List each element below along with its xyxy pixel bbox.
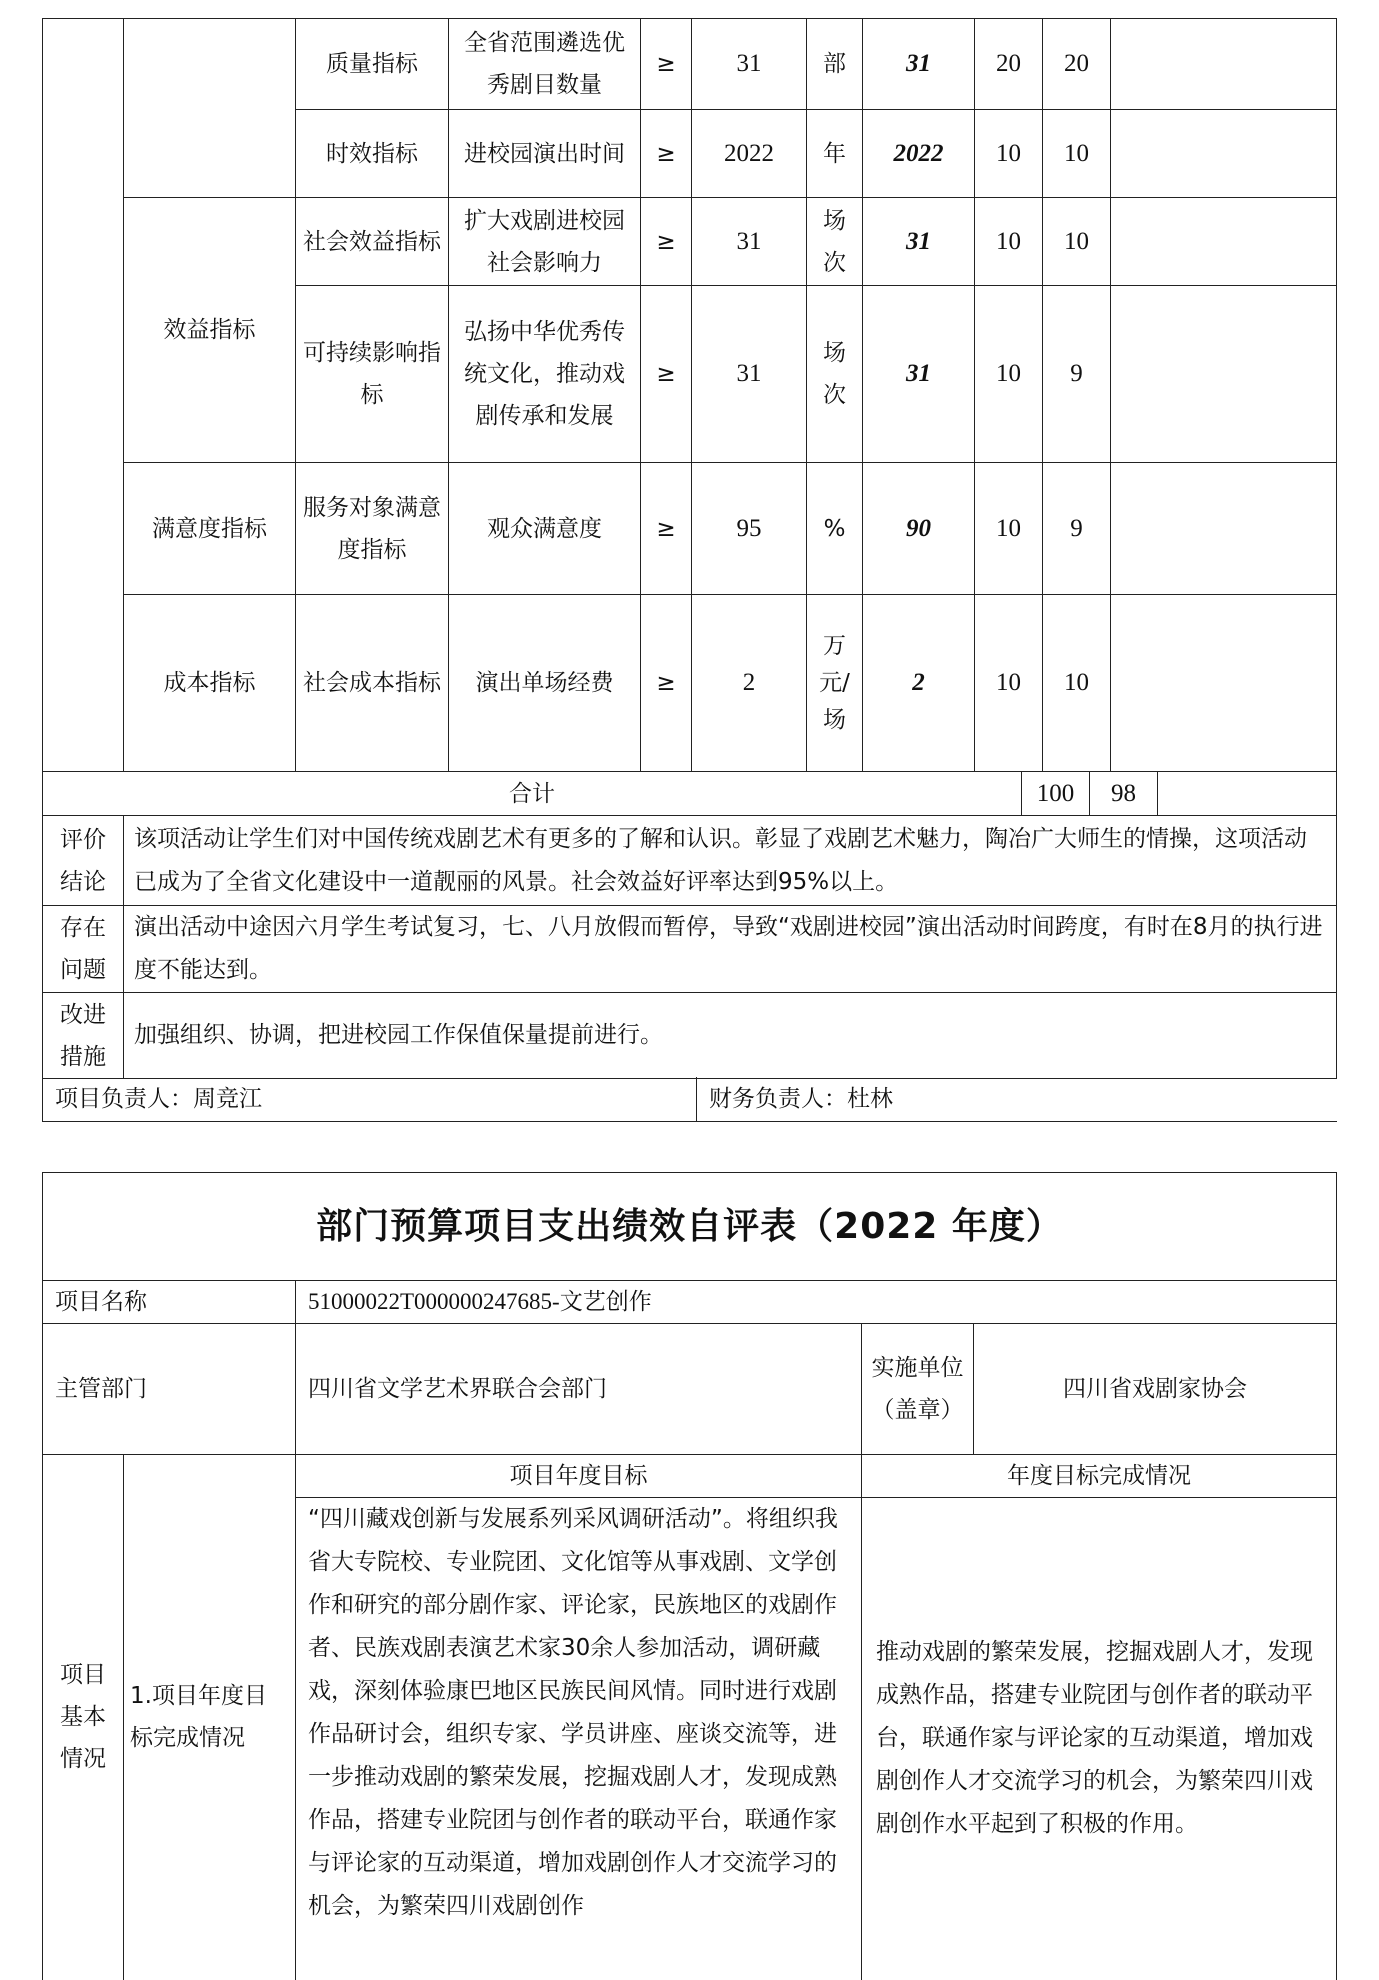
conclusion-row: [43, 816, 1337, 906]
actual-value: 31: [863, 198, 975, 286]
performance-table-continued: [42, 18, 1337, 772]
indicator-level3: 可持续影响指标: [296, 286, 449, 463]
unit: %: [807, 463, 863, 595]
col-done-header: 年度目标完成情况: [862, 1455, 1337, 1498]
indicator-level2: 满意度指标: [124, 463, 296, 595]
indicator-level2: 成本指标: [124, 595, 296, 772]
table-row: [43, 595, 1337, 772]
score: 10: [1043, 110, 1111, 198]
operator: ≥: [641, 595, 692, 772]
operator: ≥: [641, 110, 692, 198]
indicator-desc: 观众满意度: [449, 463, 641, 595]
indicator-desc: 进校园演出时间: [449, 110, 641, 198]
score: 9: [1043, 463, 1111, 595]
title-row: [43, 1173, 1337, 1281]
operator: ≥: [641, 286, 692, 463]
unit: 万元/场: [807, 595, 863, 772]
score: 20: [1043, 19, 1111, 110]
target-value: 31: [692, 286, 807, 463]
project-leader: 项目负责人：周竞江: [43, 1077, 697, 1121]
score: 10: [1043, 198, 1111, 286]
goal-text: “四川藏戏创新与发展系列采风调研活动”。将组织我省大专院校、专业院团、文化馆等从事戏剧、文学创作和研究的部分剧作家、评论家，民族地区的戏剧作者、民族戏剧表演艺术家30余人参加活动，调研藏戏，深刻体验康巴地区民族民间风情。同时进行戏剧作品研讨会，组织专家、学员讲座、座谈交流等，进一步推动戏剧的繁荣发展，挖掘戏剧人才，发现成熟作品，搭建专业院团与创作者的联动平台，联通作家与评论家的互动渠道，增加戏剧创作人才交流学习的机会，为繁荣四川戏剧创作: [296, 1498, 862, 1980]
table-row: [43, 19, 1337, 110]
score: 10: [1043, 595, 1111, 772]
actual-value: 2022: [863, 110, 975, 198]
actual-value: 31: [863, 19, 975, 110]
dept-value: 四川省文学艺术界联合会部门: [296, 1324, 862, 1455]
remark: [1111, 595, 1337, 772]
weight: 10: [975, 198, 1043, 286]
finance-leader: 财务负责人：杜林: [697, 1077, 1337, 1121]
total-label: 合计: [43, 772, 1022, 816]
weight: 10: [975, 110, 1043, 198]
unit: 年: [807, 110, 863, 198]
performance-table-summary: [42, 771, 1337, 1079]
conclusion-label: 评价结论: [43, 816, 124, 906]
project-name-row: [43, 1281, 1337, 1324]
actual-value: 90: [863, 463, 975, 595]
operator: ≥: [641, 19, 692, 110]
signature-row: [42, 1077, 1337, 1122]
indicator-desc: 全省范围遴选优秀剧目数量: [449, 19, 641, 110]
goal-header-row: [43, 1455, 1337, 1498]
remark: [1111, 463, 1337, 595]
done-text: 推动戏剧的繁荣发展，挖掘戏剧人才，发现成熟作品，搭建专业院团与创作者的联动平台，联通作家与评论家的互动渠道，增加戏剧创作人才交流学习的机会，为繁荣四川戏剧创作水平起到了积极的作用。: [862, 1498, 1337, 1980]
weight: 10: [975, 595, 1043, 772]
unit: 场次: [807, 198, 863, 286]
operator: ≥: [641, 198, 692, 286]
improve-label: 改进措施: [43, 993, 124, 1079]
indicator-level2: 效益指标: [124, 198, 296, 463]
unit: 部: [807, 19, 863, 110]
self-evaluation-table: [42, 1172, 1337, 1980]
target-value: 31: [692, 198, 807, 286]
problem-row: [43, 906, 1337, 993]
remark: [1111, 19, 1337, 110]
weight: 10: [975, 463, 1043, 595]
remark: [1111, 110, 1337, 198]
table-row: [43, 198, 1337, 286]
table-title: 部门预算项目支出绩效自评表（2022 年度）: [43, 1173, 1337, 1281]
target-value: 2: [692, 595, 807, 772]
actual-value: 31: [863, 286, 975, 463]
problem-label: 存在问题: [43, 906, 124, 993]
score: 9: [1043, 286, 1111, 463]
total-score: 98: [1090, 772, 1158, 816]
target-value: 31: [692, 19, 807, 110]
indicator-level3: 社会成本指标: [296, 595, 449, 772]
basic-label: 项目基本情况: [43, 1455, 124, 1980]
department-row: [43, 1324, 1337, 1455]
improve-text: 加强组织、协调，把进校园工作保值保量提前进行。: [124, 993, 1337, 1079]
unit-label: 实施单位（盖章）: [862, 1324, 974, 1455]
remark: [1111, 198, 1337, 286]
actual-value: 2: [863, 595, 975, 772]
dept-label: 主管部门: [43, 1324, 296, 1455]
unit: 场次: [807, 286, 863, 463]
weight: 10: [975, 286, 1043, 463]
total-weight: 100: [1022, 772, 1090, 816]
target-value: 95: [692, 463, 807, 595]
project-name-label: 项目名称: [43, 1281, 296, 1324]
goal-label: 1.项目年度目标完成情况: [124, 1455, 296, 1980]
operator: ≥: [641, 463, 692, 595]
indicator-desc: 演出单场经费: [449, 595, 641, 772]
indicator-level3: 质量指标: [296, 19, 449, 110]
problem-text: 演出活动中途因六月学生考试复习，七、八月放假而暂停，导致“戏剧进校园”演出活动时间跨度，有时在8月的执行进度不能达到。: [124, 906, 1337, 993]
improve-row: [43, 993, 1337, 1079]
indicator-desc: 扩大戏剧进校园社会影响力: [449, 198, 641, 286]
conclusion-text: 该项活动让学生们对中国传统戏剧艺术有更多的了解和认识。彰显了戏剧艺术魅力，陶冶广大师生的情操，这项活动已成为了全省文化建设中一道靓丽的风景。社会效益好评率达到95%以上。: [124, 816, 1337, 906]
indicator-level3: 时效指标: [296, 110, 449, 198]
total-row: [43, 772, 1337, 816]
indicator-level3: 服务对象满意度指标: [296, 463, 449, 595]
col-goal-header: 项目年度目标: [296, 1455, 862, 1498]
remark: [1111, 286, 1337, 463]
indicator-desc: 弘扬中华优秀传统文化，推动戏剧传承和发展: [449, 286, 641, 463]
unit-value: 四川省戏剧家协会: [974, 1324, 1337, 1455]
weight: 20: [975, 19, 1043, 110]
indicator-level3: 社会效益指标: [296, 198, 449, 286]
table-row: [43, 463, 1337, 595]
target-value: 2022: [692, 110, 807, 198]
project-name-value: 51000022T000000247685-文艺创作: [296, 1281, 1337, 1324]
